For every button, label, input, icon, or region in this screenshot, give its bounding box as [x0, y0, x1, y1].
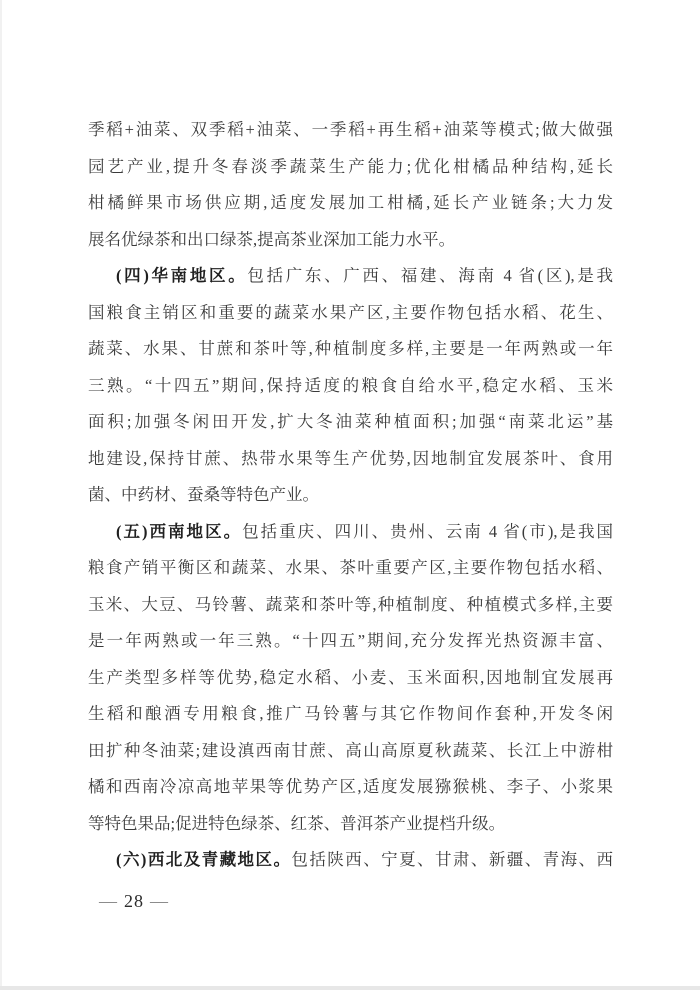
- text-line: [88, 258, 613, 295]
- scan-bottom-edge: [0, 986, 700, 990]
- text-line-rest: 包括广东、广西、福建、海南 4 省(区),是我: [247, 266, 613, 285]
- text-line: 园艺产业,提升冬春淡季蔬菜生产能力;优化柑橘品种结构,延长: [88, 156, 613, 176]
- paragraph-section-4: [88, 258, 613, 514]
- text-line: 是一年两熟或一年三熟。“十四五”期间,充分发挥光热资源丰富、: [88, 631, 613, 650]
- text-line: 面积;加强冬闲田开发,扩大冬油菜种植面积;加强“南菜北运”基: [88, 412, 613, 431]
- text-line: 田扩种冬油菜;建设滇西南甘蔗、高山高原夏秋蔬菜、长江上中游柑: [88, 740, 613, 760]
- section-heading-south-china: (四)华南地区。: [116, 266, 248, 285]
- text-line: 等特色果品;促进特色绿茶、红茶、普洱茶产业提档升级。: [88, 813, 506, 833]
- text-line: 菌、中药材、蚕桑等特色产业。: [88, 485, 319, 504]
- text-line: 生稻和酿酒专用粮食,推广马铃薯与其它作物间作套种,开发冬闲: [88, 704, 613, 723]
- text-line: 粮食产销平衡区和蔬菜、水果、茶叶重要产区,主要作物包括水稻、: [88, 558, 613, 577]
- text-line: 橘和西南冷凉高地苹果等优势产区,适度发展猕猴桃、李子、小浆果: [88, 777, 613, 796]
- section-heading-southwest: (五)西南地区。: [116, 521, 243, 541]
- text-line: 蔬菜、水果、甘蔗和茶叶等,种植制度多样,主要是一年两熟或一年: [88, 339, 613, 358]
- text-line-rest: 包括陕西、宁夏、甘肃、新疆、青海、西: [291, 850, 613, 869]
- paragraph-section-6: [88, 842, 613, 879]
- text-line: 地建设,保持甘蔗、热带水果等生产优势,因地制宜发展茶叶、食用: [88, 448, 613, 468]
- text-line: 三熟。“十四五”期间,保持适度的粮食自给水平,稳定水稻、玉米: [88, 375, 613, 395]
- text-line: 展名优绿茶和出口绿茶,提高茶业深加工能力水平。: [88, 229, 456, 249]
- document-body: [88, 112, 613, 879]
- text-line: 玉米、大豆、马铃薯、蔬菜和茶叶等,种植制度、种植模式多样,主要: [88, 594, 613, 614]
- text-line-rest: 包括重庆、四川、贵州、云南 4 省(市),是我国: [242, 521, 613, 541]
- page-number: [93, 889, 175, 913]
- page-number-value: 28: [124, 891, 144, 911]
- paragraph-section-5: [88, 514, 613, 843]
- text-line: [88, 842, 613, 879]
- section-heading-northwest-qingzang: (六)西北及青藏地区。: [116, 850, 292, 869]
- text-line: [88, 514, 613, 551]
- text-line: 季稻+油菜、双季稻+油菜、一季稻+再生稻+油菜等模式;做大做强: [88, 120, 613, 139]
- paragraph-continuation: [88, 112, 613, 258]
- page-number-dash-left: —: [99, 891, 118, 911]
- scan-left-edge: [0, 0, 2, 990]
- text-line: 柑橘鲜果市场供应期,适度发展加工柑橘,延长产业链条;大力发: [88, 193, 613, 212]
- text-line: 国粮食主销区和重要的蔬菜水果产区,主要作物包括水稻、花生、: [88, 302, 613, 322]
- text-line: 生产类型多样等优势,稳定水稻、小麦、玉米面积,因地制宜发展再: [88, 667, 613, 687]
- page-number-dash-right: —: [150, 891, 169, 911]
